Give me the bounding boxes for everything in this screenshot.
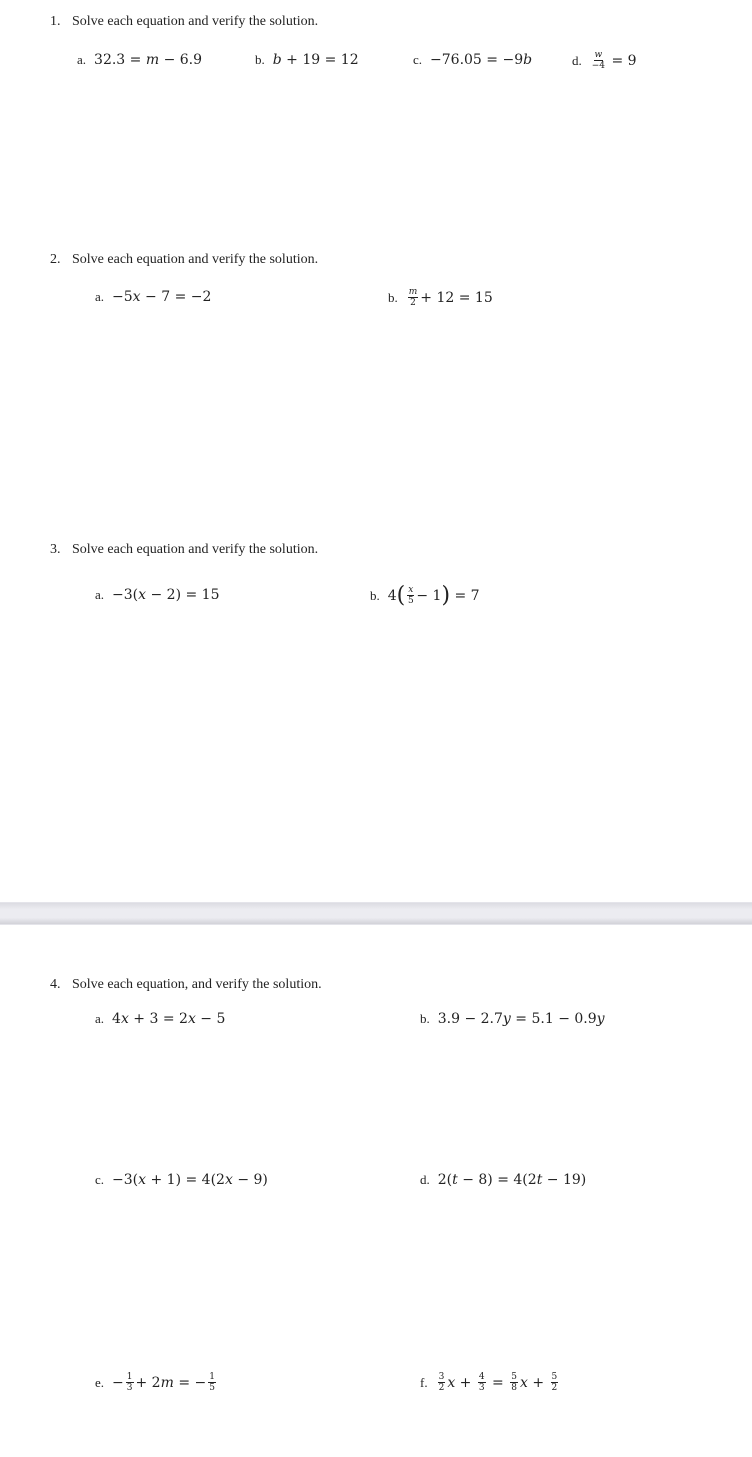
equation bbox=[112, 289, 211, 305]
variable: x bbox=[132, 289, 141, 305]
equation bbox=[112, 1011, 225, 1027]
equation bbox=[590, 50, 637, 71]
equation-text: 32.3 = bbox=[94, 52, 146, 68]
numerator: 1 bbox=[126, 1372, 133, 1382]
problem-label: b. bbox=[370, 587, 380, 603]
equation bbox=[112, 1172, 268, 1188]
equation-text: 3.9 − 2.7 bbox=[437, 1011, 503, 1027]
question-3-header bbox=[50, 542, 318, 558]
variable: b bbox=[523, 52, 533, 68]
equation-text: = 9 bbox=[607, 52, 637, 69]
equation bbox=[438, 1011, 605, 1027]
parenthesis: ( bbox=[396, 582, 406, 608]
variable: y bbox=[596, 1011, 605, 1027]
question-1-header bbox=[50, 14, 318, 30]
denominator: 8 bbox=[511, 1383, 517, 1393]
problem-label: e. bbox=[95, 1374, 105, 1390]
equation-text: − 6.9 bbox=[159, 52, 203, 68]
variable: t bbox=[536, 1172, 543, 1188]
equation-text: = 7 bbox=[450, 587, 480, 604]
question-number: 3. bbox=[50, 542, 61, 557]
variable: t bbox=[452, 1172, 458, 1188]
equation bbox=[273, 52, 359, 68]
equation bbox=[430, 52, 532, 68]
denominator: 2 bbox=[438, 1383, 445, 1393]
problem-2b bbox=[388, 287, 493, 308]
question-2-header bbox=[50, 252, 318, 268]
denominator: 2 bbox=[551, 1383, 558, 1393]
variable: x bbox=[120, 1011, 129, 1027]
equation-text: − 9) bbox=[232, 1172, 268, 1188]
equation-text: − 5 bbox=[195, 1011, 226, 1027]
fraction bbox=[510, 1372, 518, 1393]
equation bbox=[94, 52, 202, 68]
fraction bbox=[478, 1372, 486, 1393]
problem-label: c. bbox=[413, 52, 423, 67]
equation-text: −3( bbox=[112, 1172, 139, 1188]
equation-text: − 8) = 4(2 bbox=[457, 1172, 537, 1188]
problem-label: d. bbox=[572, 52, 582, 68]
problem-4a bbox=[95, 1011, 225, 1027]
equation-text: = − bbox=[173, 1374, 207, 1391]
problem-4d bbox=[420, 1172, 586, 1188]
problem-label: a. bbox=[95, 1011, 105, 1026]
question-number: 4. bbox=[50, 977, 61, 992]
problem-label: b. bbox=[420, 1011, 430, 1026]
denominator: −4 bbox=[591, 61, 606, 71]
question-number: 1. bbox=[50, 14, 61, 29]
numerator: 4 bbox=[478, 1372, 485, 1382]
variable: x bbox=[187, 1011, 196, 1027]
variable: x bbox=[138, 587, 147, 603]
equation-text: 2( bbox=[437, 1172, 453, 1188]
question-prompt: Solve each equation, and verify the solution. bbox=[72, 977, 322, 992]
variable: x bbox=[447, 1374, 456, 1391]
equation-text: + bbox=[455, 1374, 476, 1391]
equation-text: + 3 = 2 bbox=[128, 1011, 188, 1027]
denominator: 2 bbox=[410, 298, 416, 308]
numerator: w bbox=[594, 50, 603, 60]
equation bbox=[406, 287, 493, 308]
denominator: 3 bbox=[126, 1383, 133, 1393]
problem-4b bbox=[420, 1011, 605, 1027]
equation bbox=[112, 587, 219, 603]
variable: x bbox=[519, 1374, 528, 1391]
question-prompt: Solve each equation and verify the solution. bbox=[72, 542, 319, 557]
problem-label: f. bbox=[420, 1374, 428, 1390]
problem-1d bbox=[572, 50, 637, 71]
equation bbox=[387, 582, 480, 608]
variable: m bbox=[145, 52, 160, 68]
equation-text: = 5.1 − 0.9 bbox=[510, 1011, 597, 1027]
variable: y bbox=[502, 1011, 511, 1027]
equation-text: + 12 = 15 bbox=[420, 289, 493, 306]
numerator: 3 bbox=[438, 1372, 445, 1382]
equation-text: −76.05 = −9 bbox=[430, 52, 524, 68]
equation-text: + 19 = 12 bbox=[281, 52, 359, 68]
question-4-header bbox=[50, 977, 322, 993]
parenthesis: ) bbox=[441, 582, 451, 608]
problem-3a bbox=[95, 587, 220, 603]
numerator: 1 bbox=[209, 1372, 215, 1382]
equation bbox=[436, 1372, 561, 1393]
fraction bbox=[126, 1372, 134, 1393]
problem-label: d. bbox=[420, 1172, 430, 1187]
denominator: 5 bbox=[209, 1383, 215, 1393]
question-number: 2. bbox=[50, 252, 61, 267]
problem-3b bbox=[370, 582, 480, 608]
variable: x bbox=[138, 1172, 147, 1188]
numerator: 5 bbox=[551, 1372, 558, 1382]
equation-text: 4 bbox=[387, 587, 397, 604]
question-prompt: Solve each equation and verify the solution. bbox=[72, 14, 319, 29]
equation-text: + 2 bbox=[135, 1374, 161, 1391]
equation-text: − bbox=[112, 1374, 124, 1391]
equation-text: + bbox=[527, 1374, 549, 1391]
variable: x bbox=[224, 1172, 233, 1188]
equation-text: 4 bbox=[112, 1011, 121, 1027]
fraction bbox=[208, 1372, 216, 1393]
fraction bbox=[592, 50, 605, 71]
equation-text: − 7 = −2 bbox=[140, 289, 212, 305]
problem-label: a. bbox=[95, 289, 105, 304]
equation-text: −3( bbox=[112, 587, 139, 603]
problem-2a bbox=[95, 289, 211, 305]
problem-1b bbox=[255, 52, 359, 68]
problem-4c bbox=[95, 1172, 268, 1188]
equation-text: − 2) = 15 bbox=[146, 587, 220, 603]
equation-text: −5 bbox=[112, 289, 133, 305]
denominator: 3 bbox=[478, 1383, 485, 1393]
variable: b bbox=[272, 52, 282, 68]
problem-label: a. bbox=[77, 52, 87, 67]
problem-label: a. bbox=[95, 587, 105, 602]
fraction bbox=[438, 1372, 446, 1393]
problem-4e bbox=[95, 1372, 218, 1393]
fraction bbox=[407, 585, 414, 606]
problem-label: b. bbox=[255, 52, 265, 67]
problem-1c bbox=[413, 52, 532, 68]
denominator: 5 bbox=[407, 596, 414, 606]
numerator: m bbox=[408, 287, 418, 297]
numerator: 5 bbox=[511, 1372, 517, 1382]
equation bbox=[438, 1172, 587, 1188]
problem-1a bbox=[77, 52, 202, 68]
numerator: x bbox=[408, 585, 414, 595]
problem-4f bbox=[420, 1372, 560, 1393]
fraction bbox=[551, 1372, 559, 1393]
equation-text: = bbox=[487, 1374, 509, 1391]
problem-label: b. bbox=[388, 289, 398, 305]
question-prompt: Solve each equation and verify the solution. bbox=[72, 252, 319, 267]
equation-text: + 1) = 4(2 bbox=[146, 1172, 225, 1188]
page-break bbox=[0, 902, 752, 925]
equation-text: − 19) bbox=[542, 1172, 587, 1188]
variable: m bbox=[160, 1374, 174, 1391]
fraction bbox=[408, 287, 419, 308]
problem-label: c. bbox=[95, 1172, 105, 1187]
equation bbox=[112, 1372, 218, 1393]
equation-text: − 1 bbox=[416, 587, 442, 604]
